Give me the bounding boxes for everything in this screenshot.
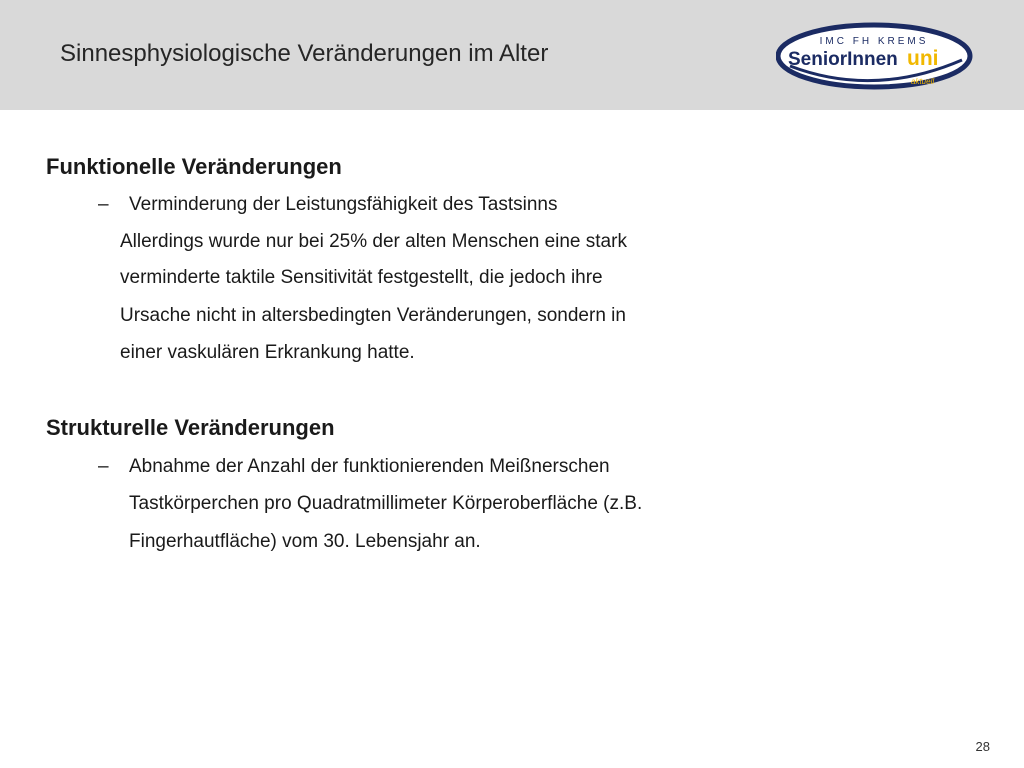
section-heading-strukturelle: Strukturelle Veränderungen: [46, 415, 335, 440]
dash-bullet: –: [98, 456, 109, 477]
dash-bullet: –: [98, 194, 109, 215]
body-line: Fingerhautfläche) vom 30. Lebensjahr an.: [129, 531, 481, 552]
body-line: Ursache nicht in altersbedingten Veränderungen, sondern in: [120, 305, 626, 326]
svg-text:SeniorInnen: SeniorInnen: [788, 49, 898, 70]
slide-header: [0, 0, 1024, 110]
body-line: verminderte taktile Sensitivität festgestellt, die jedoch ihre: [120, 267, 603, 288]
slide-content: [0, 110, 1024, 710]
body-line: Tastkörperchen pro Quadratmillimeter Körperoberfläche (z.B.: [129, 493, 643, 514]
slide-title: Sinnesphysiologische Veränderungen im Alter: [60, 40, 549, 67]
bullet-item: [98, 194, 557, 216]
imc-fh-krems-logo: [776, 20, 976, 92]
page-number: 28: [975, 739, 990, 754]
bullet-item: [98, 456, 610, 478]
svg-text:uni: uni: [907, 47, 939, 70]
body-line: Allerdings wurde nur bei 25% der alten Menschen eine stark: [120, 231, 627, 252]
svg-text:aktuell: aktuell: [911, 77, 935, 86]
body-line: einer vaskulären Erkrankung hatte.: [120, 342, 415, 363]
bullet-text: Abnahme der Anzahl der funktionierenden Meißnerschen: [129, 456, 610, 477]
svg-text:IMC FH KREMS: IMC FH KREMS: [819, 36, 929, 47]
section-heading-funktionelle: Funktionelle Veränderungen: [46, 154, 342, 179]
bullet-text: Verminderung der Leistungsfähigkeit des Tastsinns: [129, 194, 558, 215]
